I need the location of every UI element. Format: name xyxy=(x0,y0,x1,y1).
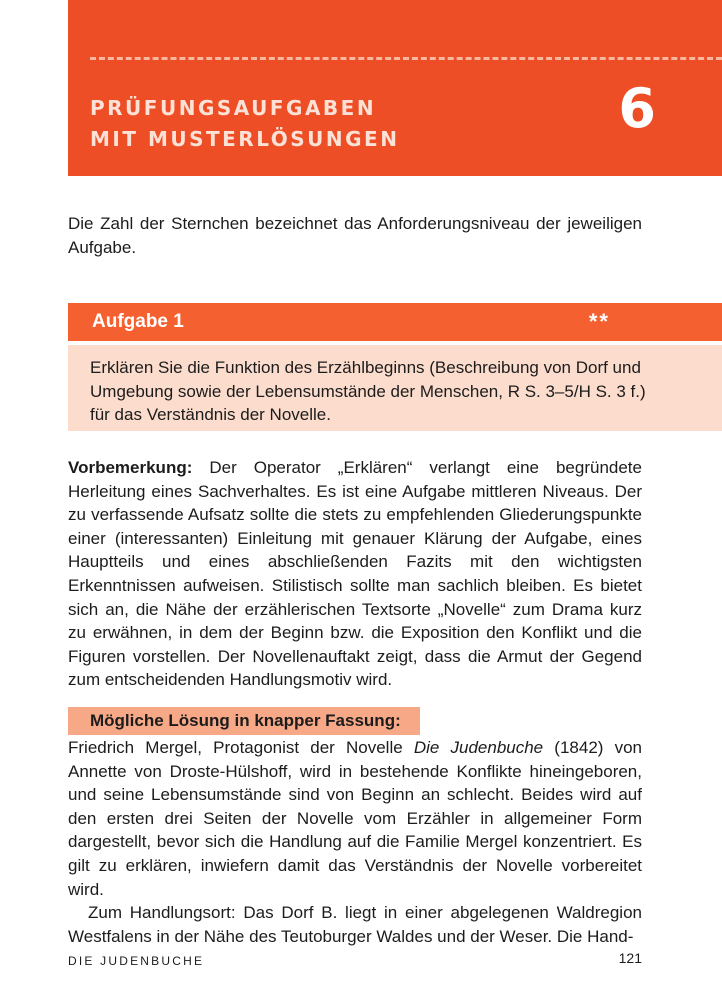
chapter-title-line-2: MIT MUSTERLÖSUNGEN xyxy=(90,127,400,151)
preliminary-lead: Vorbemerkung: xyxy=(68,458,193,477)
solution-p1-start: Friedrich Mergel, Protagonist der Novelle xyxy=(68,738,414,757)
task-text: Erklären Sie die Funktion des Erzählbeginns (Beschreibung von Dorf und Umgebung sowie der Lebensumstände der Menschen, R S. 3–5/H S. 3 f.) für das Verständnis der Novelle. xyxy=(90,358,646,425)
chapter-title-line-1: PRÜFUNGSAUFGABEN xyxy=(90,96,377,120)
chapter-number: 6 xyxy=(618,77,656,140)
preliminary-remark xyxy=(68,456,642,692)
solution-text xyxy=(68,736,642,948)
solution-p1-end: (1842) von Annette von Droste-Hülshoff, wird in bestehende Konflikte hineingeboren, und seine Lebensumstände sind von Beginn an schlecht. Beides wird auf den ersten drei Seiten der Novelle vom Erzähler in allgemeiner Form dargestellt, bevor sich die Handlung auf die Familie Mergel konzentriert. Es gilt zu erklären, inwiefern damit das Verständnis der Novelle vorbereitet wird. xyxy=(68,738,643,899)
solution-label-bar xyxy=(68,707,420,735)
work-title: Die Judenbuche xyxy=(413,738,544,757)
task-header-bar xyxy=(68,303,722,341)
header-dashed-line xyxy=(90,57,722,60)
chapter-title xyxy=(90,93,399,155)
difficulty-stars: ** xyxy=(588,309,610,334)
task-box xyxy=(68,345,722,431)
task-title: Aufgabe 1 xyxy=(92,311,184,332)
solution-label: Mögliche Lösung in knapper Fassung: xyxy=(90,711,401,730)
page-number: 121 xyxy=(618,950,642,966)
preliminary-text: Der Operator „Erklären“ verlangt eine begründete Herleitung eines Sachverhaltes. Es ist eine Aufgabe mittleren Niveaus. Der zu verfassende Aufsatz sollte die stets zu empfehlenden Gliederungspunkte einer (interessanten) Einleitung mit genauer Klärung der Aufgabe, eines Hauptteils und eines abschließenden Fazits mit den wichtigsten Erkenntnissen aufweisen. Stilistisch sollte man sachlich bleiben. Es bietet sich an, die Nähe der erzählerischen Textsorte „Novelle“ zum Drama kurz zu erwähnen, in dem der Beginn bzw. die Exposition den Konflikt und die Figuren vorstellen. Der Novellenauftakt zeigt, dass die Armut der Gegend zum entscheidenden Handlungsmotiv wird. xyxy=(68,458,642,690)
intro-text: Die Zahl der Sternchen bezeichnet das Anforderungsniveau der jeweiligen Aufgabe. xyxy=(68,214,642,257)
solution-paragraph-1 xyxy=(68,736,642,901)
solution-paragraph-2: Zum Handlungsort: Das Dorf B. liegt in einer abgelegenen Waldregion Westfalens in der Nähe des Teutoburger Waldes und der Weser. Die Hand- xyxy=(68,903,642,946)
running-footer-title: DIE JUDENBUCHE xyxy=(68,954,205,968)
